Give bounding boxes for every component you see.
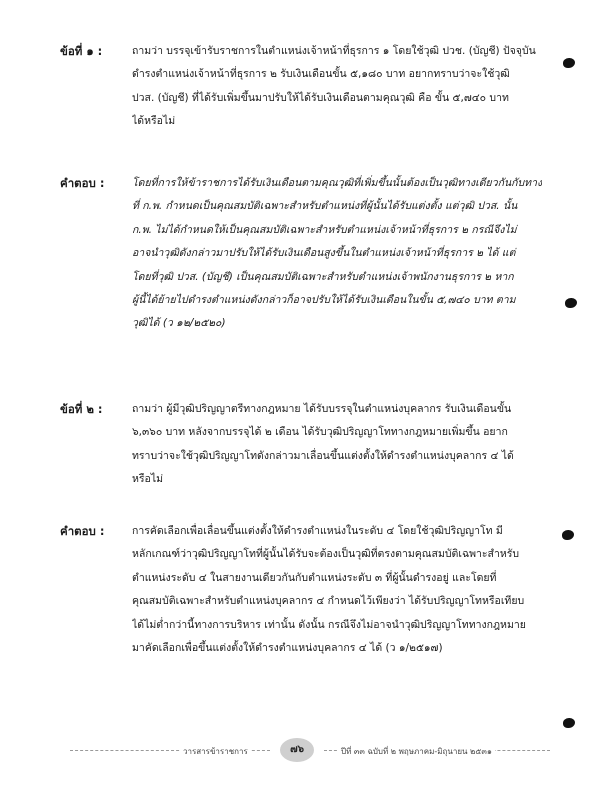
question-line: ๖,๓๖๐ บาท หลังจากบรรจุได้ ๒ เดือน ได้รับวุฒิปริญญาโททางกฎหมายเพิ่มขึ้น อยาก [132, 426, 508, 439]
footer-page-number: ๗๖ [280, 738, 314, 762]
answer-line: อาจนำวุฒิดังกล่าวมาปรับให้ได้รับเงินเดือนสูงขึ้นในตำแหน่งเจ้าหน้าที่ธุรการ ๒ ได้ แต่ [132, 247, 516, 260]
question-line: ได้หรือไม่ [132, 115, 176, 128]
answer-line: วุฒิได้ (ว ๑๒/๒๕๒๐) [132, 317, 226, 330]
punch-hole-mark [563, 718, 575, 728]
answer-line: ผู้นี้ได้ย้ายไปดำรงตำแหน่งดังกล่าวก็อาจปรับให้ได้รับเงินเดือนในขั้น ๕,๗๔๐ บาท ตาม [132, 294, 516, 307]
question-line: ปวส. (บัญชี) ที่ได้รับเพิ่มขึ้นมาปรับให้ได้รับเงินเดือนตามคุณวุฒิ คือ ขั้น ๕,๗๔๐ บาท [132, 91, 509, 104]
question-line: ทราบว่าจะใช้วุฒิปริญญาโทดังกล่าวมาเลื่อนขึ้นแต่งตั้งให้ดำรงตำแหน่งบุคลากร ๔ ได้ [132, 449, 514, 462]
answer-line: ได้ไม่ต่ำกว่านี้ทางการบริหาร เท่านั้น ดังนั้น กรณีจึงไม่อาจนำวุฒิปริญญาโททางกฎหมาย [132, 618, 526, 631]
answer-line: ก.พ. ไม่ได้กำหนดให้เป็นคุณสมบัติเฉพาะสำหรับตำแหน่งเจ้าหน้าที่ธุรการ ๒ กรณีจึงไม่ [132, 223, 517, 236]
answer-line: โดยที่การให้ข้าราชการได้รับเงินเดือนตามคุณวุฒิที่เพิ่มขึ้นนั้นต้องเป็นวุฒิทางเดียวกันกับทาง [132, 177, 542, 189]
question-line: ถามว่า ผู้มีวุฒิปริญญาตรีทางกฎหมาย ได้รับบรรจุในตำแหน่งบุคลากร รับเงินเดือนขั้น [132, 403, 512, 415]
answer-line: ตำแหน่งระดับ ๔ ในสายงานเดียวกันกับตำแหน่งระดับ ๓ ที่ผู้นั้นดำรงอยู่ และโดยที่ [132, 571, 497, 584]
answer-line: โดยที่วุฒิ ปวส. (บัญชี) เป็นคุณสมบัติเฉพาะสำหรับตำแหน่งเจ้าพนักงานธุรการ ๒ หาก [132, 270, 514, 283]
punch-hole-mark [563, 58, 575, 68]
answer-text [132, 172, 542, 336]
punch-hole-mark [565, 298, 577, 308]
answer-label: คำตอบ : [60, 176, 105, 190]
answer-line: หลักเกณฑ์ว่าวุฒิปริญญาโทที่ผู้นั้นได้รับจะต้องเป็นวุฒิที่ตรงตามคุณสมบัติเฉพาะสำหรับ [132, 548, 520, 561]
punch-hole-mark [562, 530, 574, 540]
question-label: ข้อที่ ๑ : [60, 44, 103, 58]
footer-journal-name: วารสารข้าราชการ [180, 745, 251, 758]
question-line: หรือไม่ [132, 473, 164, 486]
answer-text [132, 520, 542, 660]
answer-line: การคัดเลือกเพื่อเลื่อนขึ้นแต่งตั้งให้ดำรงตำแหน่งในระดับ ๔ โดยใช้วุฒิปริญญาโท มี [132, 525, 503, 537]
answer-line: มาคัดเลือกเพื่อขึ้นแต่งตั้งให้ดำรงตำแหน่งบุคลากร ๔ ได้ (ว ๑/๒๕๑๗) [132, 642, 443, 655]
answer-line: ที่ ก.พ. กำหนดเป็นคุณสมบัติเฉพาะสำหรับตำแหน่งที่ผู้นั้นได้รับแต่งตั้ง แต่วุฒิ ปวส. นั้น [132, 200, 518, 213]
question-label: ข้อที่ ๒ : [60, 402, 103, 416]
question-text [132, 40, 542, 134]
page-footer [70, 738, 550, 762]
question-line: ดำรงตำแหน่งเจ้าหน้าที่ธุรการ ๒ รับเงินเดือนขั้น ๕,๑๘๐ บาท อยากทราบว่าจะใช้วุฒิ [132, 68, 510, 81]
question-text [132, 398, 542, 492]
answer-label: คำตอบ : [60, 524, 105, 538]
question-line: ถามว่า บรรจุเข้ารับราชการในตำแหน่งเจ้าหน้าที่ธุรการ ๑ โดยใช้วุฒิ ปวช. (บัญชี) ปัจจุบัน [132, 45, 536, 57]
footer-issue-info: ปีที่ ๓๓ ฉบับที่ ๒ พฤษภาคม-มิถุนายน ๒๕๓๑ [338, 745, 495, 758]
answer-line: คุณสมบัติเฉพาะสำหรับตำแหน่งบุคลากร ๔ กำหนดไว้เพียงว่า ได้รับปริญญาโทหรือเทียบ [132, 595, 525, 608]
